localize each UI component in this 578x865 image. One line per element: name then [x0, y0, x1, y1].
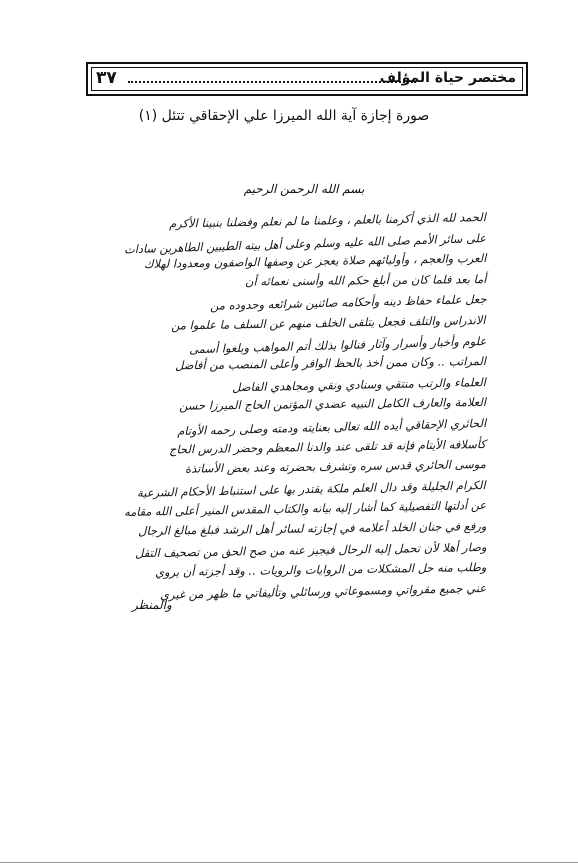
signature: والمنظر [132, 598, 172, 612]
figure-caption: صورة إجازة آية الله الميرزا علي الإحقاقي تتئل (١) [138, 108, 430, 124]
manuscript-line: علوم وأخبار وأسرار وآثار فنالوا بذلك أتم المواهب وبلغوا أسمى [188, 333, 487, 356]
page-number: ٣٧ [96, 68, 117, 88]
basmala-heading: بسم الله الرحمن الرحيم [243, 182, 365, 196]
manuscript-line: العلامة والعارف الكامل النبيه عضدي المؤتمن الحاج الميرزا حسن [178, 395, 487, 414]
handwritten-manuscript [124, 176, 486, 716]
manuscript-line: كأسلافه الأيتام فإنه قد تلقى عند والدنا المعظم وحضر الدرس الحاج [169, 436, 487, 457]
manuscript-line: عني جميع مقرواتي ومسموعاتي ورسائلي وتأليفاتي ما ظهر من غيري [159, 580, 487, 602]
running-title: مختصر حياة المؤلف [379, 70, 516, 86]
manuscript-line: المراتب .. وكان ممن أخذ بالحظ الوافر وأعلى المنصب من أفاضل [174, 354, 487, 373]
manuscript-line: الحائري الإحقاقي أيده الله تعالى بعنايته ودمته وصلى رحمه الأوتام [176, 416, 487, 439]
manuscript-line: أما بعد فلما كان من أبلغ حكم الله وأسنى نعمائه أن [244, 271, 487, 289]
manuscript-line: موسى الحائري قدس سره وتشرف بحضرته وعند بعض الأساتذة [185, 457, 487, 476]
manuscript-line: العرب والعجم ، وأوليائهم صلاة يعجز عن وصفها الواصفون ومعدودا لهلاك [143, 251, 487, 272]
header-dot-leader [128, 81, 416, 83]
manuscript-line: ورفع في جنان الخلد أعلامه في إجازته لسائر أهل الرشد فبلغ مبالغ الرجال [137, 519, 487, 538]
manuscript-line: جعل علماء حفاظ دينه وأحكامه صائنين شرائعه وحدوده من [209, 292, 487, 314]
manuscript-line: عن أدلتها التفصيلية كما أشار إليه بيانه والكتاب المقدس المنير أعلى الله مقامه [124, 498, 487, 520]
manuscript-line: وصار أهلا لأن تحمل إليه الرحال فيجيز عنه من صح الحق من تصحيف التقل [134, 539, 487, 560]
bottom-rule [0, 862, 578, 863]
running-header [86, 62, 528, 96]
manuscript-line: على سائر الأمم صلى الله عليه وسلم وعلى أهل بيته الطيبين الطاهرين سادات [124, 230, 487, 256]
manuscript-line: الحمد لله الذي أكرمنا بالعلم ، وعلمنا ما لم نعلم وفضلنا بنبينا الأكرم [168, 210, 487, 231]
manuscript-line: العلماء والرتب منتقي وسنادي ونقي ومجاهدي الفاضل [232, 374, 487, 395]
manuscript-line: وطلب منه حل المشكلات من الروايات والرويات .. وقد أجزته أن يروي [154, 560, 487, 580]
manuscript-line: الاندراس والتلف فجعل يتلقى الخلف منهم عن السلف ما علموا من [171, 313, 487, 333]
manuscript-line: الكرام الجليلة وقد دال العلم ملكة يقتدر بها على استنباط الأحكام الشرعية [137, 477, 487, 500]
